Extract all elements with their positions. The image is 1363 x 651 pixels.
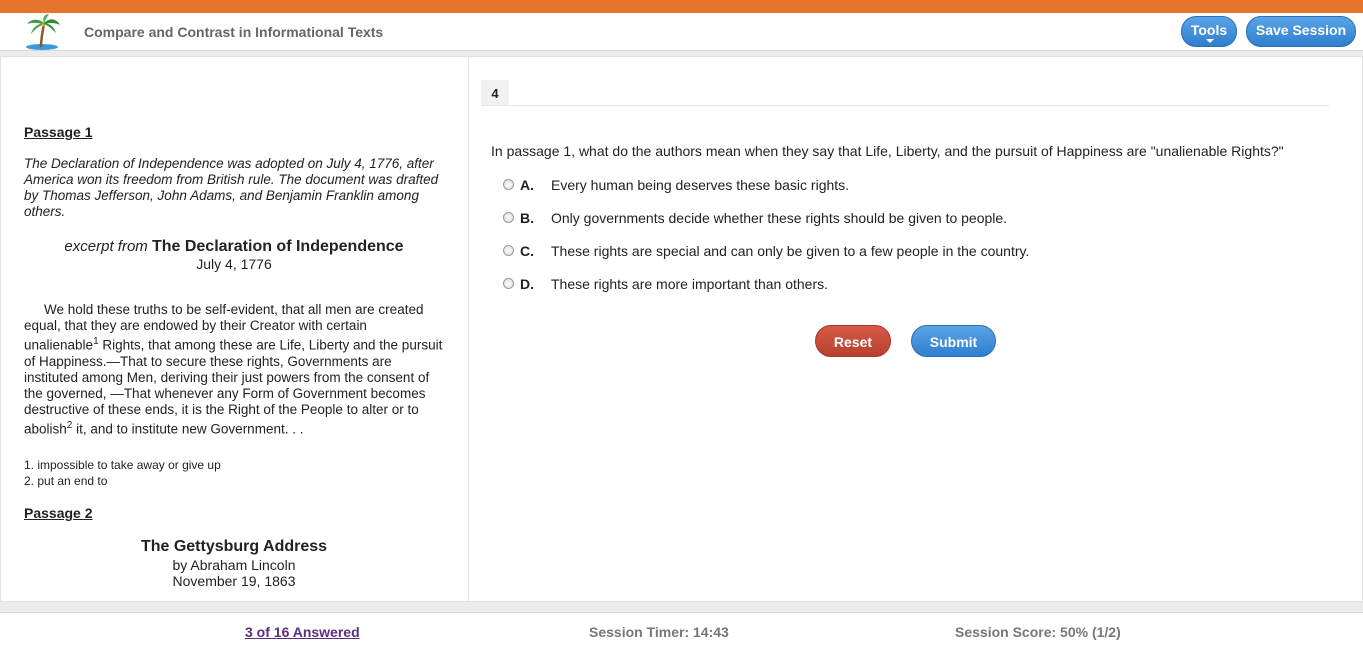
footnote-ref-2: 2 bbox=[66, 419, 73, 431]
passage-2-author: by Abraham Lincoln bbox=[172, 557, 296, 573]
passage-panel[interactable] bbox=[0, 56, 469, 602]
tools-label: Tools bbox=[1190, 22, 1228, 38]
footnote-1: 1. impossible to take away or give up bbox=[24, 458, 221, 472]
excerpt-label: excerpt from bbox=[64, 238, 148, 255]
passage-1-heading: Passage 1 bbox=[24, 124, 93, 140]
footnotes bbox=[24, 457, 444, 489]
chevron-down-icon bbox=[1206, 39, 1214, 43]
question-number: 4 bbox=[481, 80, 509, 106]
choice-text[interactable]: These rights are special and can only be given to a few people in the country. bbox=[551, 243, 1030, 259]
radio-icon[interactable] bbox=[503, 245, 514, 256]
body-part-2: Rights, that among these are Life, Liberty and the pursuit of Happiness.—That to secure these rights, Governments are instituted among Men, deriving their just powers from the consent of the governed, —That whenever any Form of Government becomes destructive of these ends, it is the Right of the People to alter or to abolish bbox=[24, 337, 443, 436]
tools-button[interactable] bbox=[1181, 16, 1237, 47]
choice-text[interactable]: These rights are more important than others. bbox=[551, 276, 829, 292]
passage-1-intro: The Declaration of Independence was adopted on July 4, 1776, after America won its freedom from British rule. The document was drafted by Thomas Jefferson, John Adams, and Benjamin Franklin among others. bbox=[24, 156, 439, 219]
excerpt-heading bbox=[24, 238, 444, 256]
excerpt-title: The Declaration of Independence bbox=[151, 238, 404, 255]
passage-2-heading: Passage 2 bbox=[24, 505, 93, 521]
palm-tree-logo-icon bbox=[22, 14, 62, 50]
footnote-ref-1: 1 bbox=[93, 336, 99, 347]
submit-button[interactable]: Submit bbox=[911, 325, 996, 357]
session-score: Session Score: 50% (1/2) bbox=[955, 624, 1121, 640]
question-panel bbox=[469, 56, 1363, 602]
choice-letter: A. bbox=[520, 177, 534, 193]
radio-icon[interactable] bbox=[503, 278, 514, 289]
choice-letter: C. bbox=[520, 243, 534, 259]
reset-button[interactable]: Reset bbox=[815, 325, 891, 357]
radio-icon[interactable] bbox=[503, 212, 514, 223]
divider bbox=[481, 105, 1329, 106]
body-part-3: it, and to institute new Government. . . bbox=[72, 421, 304, 436]
body-part-1: We hold these truths to be self-evident, that all men are created equal, that they are endowed by their Creator with certain unalienable bbox=[24, 302, 424, 353]
answered-count-link[interactable]: 3 of 16 Answered bbox=[245, 624, 360, 640]
save-session-button[interactable]: Save Session bbox=[1246, 16, 1356, 47]
radio-icon[interactable] bbox=[503, 179, 514, 190]
passage-2-date: November 19, 1863 bbox=[172, 573, 296, 589]
question-text: In passage 1, what do the authors mean when they say that Life, Liberty, and the pursuit of Happiness are "unalienable Rights?" bbox=[491, 143, 1284, 159]
choice-text[interactable]: Every human being deserves these basic rights. bbox=[551, 177, 850, 193]
top-accent-bar bbox=[0, 0, 1363, 13]
header bbox=[0, 13, 1363, 51]
session-timer: Session Timer: 14:43 bbox=[589, 624, 729, 640]
excerpt-date: July 4, 1776 bbox=[196, 256, 272, 272]
passage-2-title: The Gettysburg Address bbox=[140, 538, 328, 555]
choice-letter: D. bbox=[520, 276, 534, 292]
app-title: Compare and Contrast in Informational Texts bbox=[84, 24, 384, 40]
choice-text[interactable]: Only governments decide whether these rights should be given to people. bbox=[551, 210, 1008, 226]
footnote-2: 2. put an end to bbox=[24, 474, 108, 488]
passage-1-body bbox=[24, 302, 444, 437]
footer bbox=[0, 612, 1363, 651]
choice-letter: B. bbox=[520, 210, 534, 226]
passage-content bbox=[24, 124, 444, 589]
